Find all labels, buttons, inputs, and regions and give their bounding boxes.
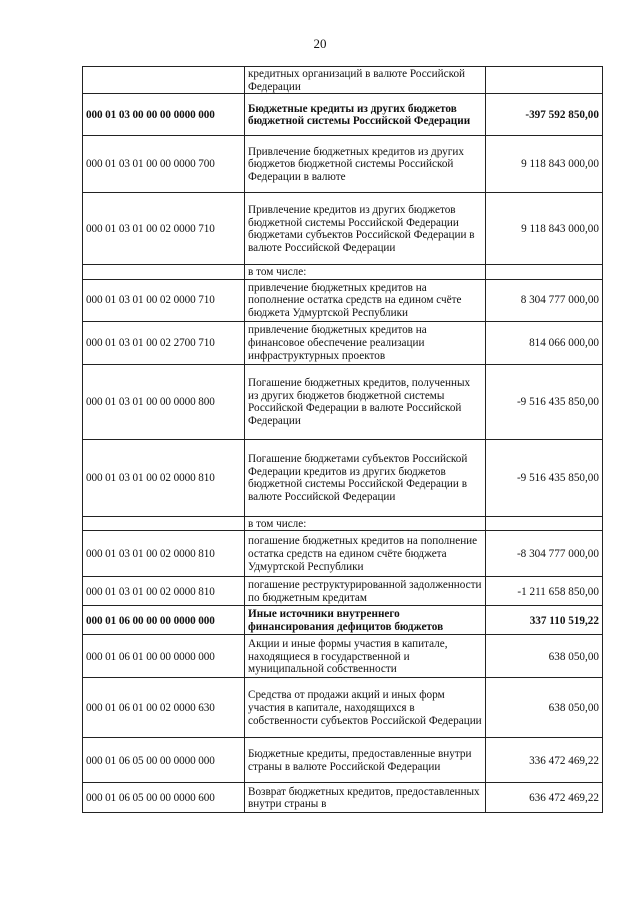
- amount-cell: 9 118 843 000,00: [486, 136, 603, 193]
- table-row: [83, 193, 603, 265]
- table-row: [83, 94, 603, 136]
- amount-cell: 638 050,00: [486, 678, 603, 738]
- budget-code-cell: 000 01 03 01 00 02 0000 810: [83, 577, 245, 606]
- description-cell: Иные источники внутреннего финансирования дефицитов бюджетов: [245, 606, 486, 635]
- amount-cell: 337 110 519,22: [486, 606, 603, 635]
- amount-cell: [486, 265, 603, 280]
- description-cell: привлечение бюджетных кредитов на пополнение остатка средств на едином счёте бюджета Удмуртской Республики: [245, 279, 486, 321]
- table-row: [83, 364, 603, 439]
- amount-cell: 8 304 777 000,00: [486, 279, 603, 321]
- table-row: [83, 783, 603, 813]
- budget-code-cell: 000 01 06 05 00 00 0000 000: [83, 738, 245, 783]
- description-cell: в том числе:: [245, 265, 486, 280]
- budget-code-cell: 000 01 03 01 00 02 0000 710: [83, 193, 245, 265]
- table-row: [83, 678, 603, 738]
- amount-cell: [486, 516, 603, 531]
- description-cell: Погашение бюджетами субъектов Российской Федерации кредитов из других бюджетов бюджетной системы Российской Федерации в валюте Российской Федерации: [245, 439, 486, 516]
- table-row: [83, 136, 603, 193]
- amount-cell: -8 304 777 000,00: [486, 531, 603, 577]
- amount-cell: -9 516 435 850,00: [486, 364, 603, 439]
- amount-cell: 638 050,00: [486, 635, 603, 678]
- table-row: [83, 531, 603, 577]
- table-row: [83, 738, 603, 783]
- budget-code-cell: [83, 265, 245, 280]
- table-row: [83, 67, 603, 94]
- budget-code-cell: 000 01 06 05 00 00 0000 600: [83, 783, 245, 813]
- table-row: [83, 577, 603, 606]
- budget-code-cell: 000 01 03 00 00 00 0000 000: [83, 94, 245, 136]
- budget-code-cell: 000 01 03 01 00 02 0000 710: [83, 279, 245, 321]
- description-cell: в том числе:: [245, 516, 486, 531]
- description-cell: Привлечение бюджетных кредитов из других бюджетов бюджетной системы Российской Федерации в валюте: [245, 136, 486, 193]
- budget-code-cell: 000 01 06 01 00 00 0000 000: [83, 635, 245, 678]
- budget-code-cell: 000 01 03 01 00 02 0000 810: [83, 531, 245, 577]
- table-row: [83, 321, 603, 364]
- budget-code-cell: 000 01 06 01 00 02 0000 630: [83, 678, 245, 738]
- budget-code-cell: 000 01 06 00 00 00 0000 000: [83, 606, 245, 635]
- budget-code-cell: [83, 67, 245, 94]
- budget-code-cell: 000 01 03 01 00 02 0000 810: [83, 439, 245, 516]
- description-cell: Акции и иные формы участия в капитале, находящиеся в государственной и муниципальной собственности: [245, 635, 486, 678]
- description-cell: Бюджетные кредиты из других бюджетов бюджетной системы Российской Федерации: [245, 94, 486, 136]
- amount-cell: -9 516 435 850,00: [486, 439, 603, 516]
- description-cell: кредитных организаций в валюте Российской Федерации: [245, 67, 486, 94]
- budget-code-cell: 000 01 03 01 00 00 0000 800: [83, 364, 245, 439]
- table-row: [83, 635, 603, 678]
- description-cell: Привлечение кредитов из других бюджетов бюджетной системы Российской Федерации бюджетами субъектов Российской Федерации в валюте Российской Федерации: [245, 193, 486, 265]
- table-row: [83, 606, 603, 635]
- page-number: 20: [313, 36, 327, 51]
- budget-code-cell: 000 01 03 01 00 02 2700 710: [83, 321, 245, 364]
- table-row: [83, 265, 603, 280]
- description-cell: Возврат бюджетных кредитов, предоставленных внутри страны в: [245, 783, 486, 813]
- amount-cell: 336 472 469,22: [486, 738, 603, 783]
- budget-code-cell: [83, 516, 245, 531]
- table-body: [83, 67, 603, 813]
- budget-sources-table: [82, 66, 603, 813]
- description-cell: Бюджетные кредиты, предоставленные внутри страны в валюте Российской Федерации: [245, 738, 486, 783]
- table-row: [83, 439, 603, 516]
- description-cell: погашение бюджетных кредитов на пополнение остатка средств на едином счёте бюджета Удмуртской Республики: [245, 531, 486, 577]
- amount-cell: -1 211 658 850,00: [486, 577, 603, 606]
- budget-code-cell: 000 01 03 01 00 00 0000 700: [83, 136, 245, 193]
- amount-cell: 9 118 843 000,00: [486, 193, 603, 265]
- description-cell: Погашение бюджетных кредитов, полученных из других бюджетов бюджетной системы Российской Федерации в валюте Российской Федерации: [245, 364, 486, 439]
- description-cell: Средства от продажи акций и иных форм участия в капитале, находящихся в собственности субъектов Российской Федерации: [245, 678, 486, 738]
- table-row: [83, 516, 603, 531]
- amount-cell: [486, 67, 603, 94]
- amount-cell: 814 066 000,00: [486, 321, 603, 364]
- table-row: [83, 279, 603, 321]
- amount-cell: 636 472 469,22: [486, 783, 603, 813]
- description-cell: погашение реструктурированной задолженности по бюджетным кредитам: [245, 577, 486, 606]
- amount-cell: -397 592 850,00: [486, 94, 603, 136]
- description-cell: привлечение бюджетных кредитов на финансовое обеспечение реализации инфраструктурных проектов: [245, 321, 486, 364]
